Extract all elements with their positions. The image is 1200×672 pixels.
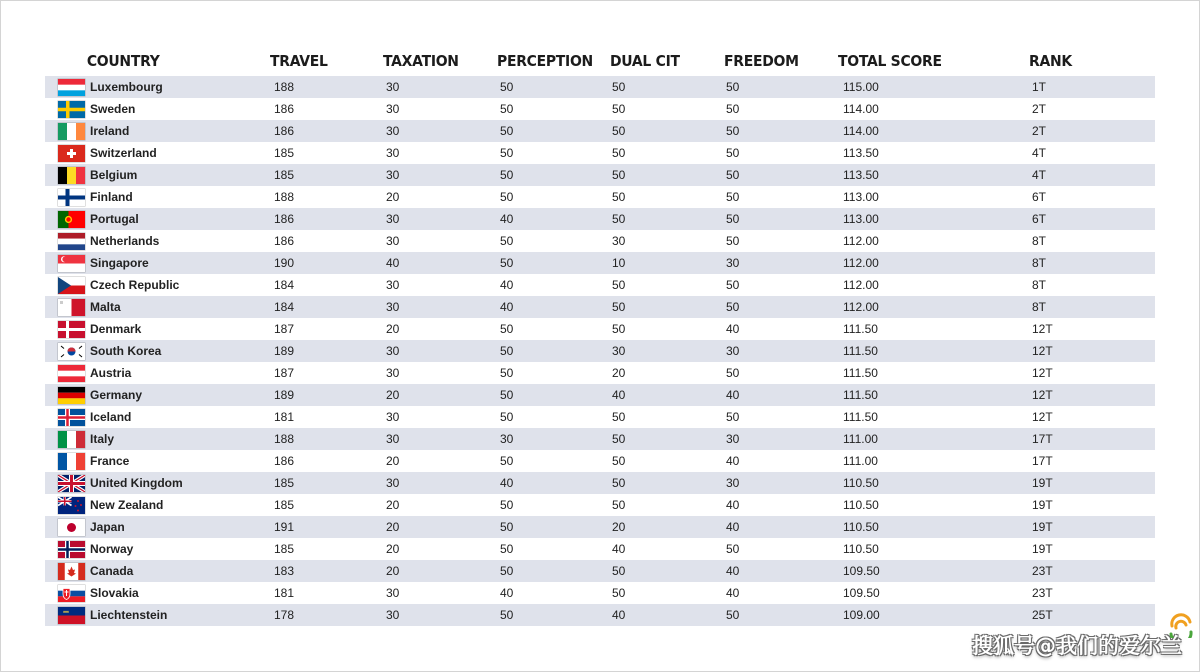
perception-cell: 50 (497, 76, 610, 98)
rank-cell: 19T (1029, 494, 1155, 516)
perception-cell: 50 (497, 340, 610, 362)
perception-cell: 50 (497, 230, 610, 252)
rank-cell: 23T (1029, 560, 1155, 582)
ireland-flag-icon (58, 123, 85, 140)
rank-cell: 17T (1029, 450, 1155, 472)
header-country: COUNTRY (86, 52, 160, 70)
travel-cell: 181 (270, 582, 383, 604)
flag-cell (45, 384, 90, 406)
travel-cell: 178 (270, 604, 383, 626)
country-name: Switzerland (90, 142, 270, 164)
freedom-cell: 50 (724, 406, 838, 428)
freedom-cell: 40 (724, 582, 838, 604)
taxation-cell: 30 (383, 582, 497, 604)
total-score-cell: 115.00 (838, 76, 1029, 98)
rankings-table (45, 46, 1155, 626)
table-row (45, 230, 1155, 252)
rank-cell: 4T (1029, 142, 1155, 164)
country-name: Liechtenstein (90, 604, 270, 626)
total-score-cell: 112.00 (838, 296, 1029, 318)
dual-cit-cell: 50 (610, 450, 724, 472)
total-score-cell: 113.00 (838, 186, 1029, 208)
dual-cit-cell: 50 (610, 208, 724, 230)
dual-cit-cell: 50 (610, 186, 724, 208)
taxation-cell: 20 (383, 516, 497, 538)
taxation-cell: 30 (383, 208, 497, 230)
table-row (45, 406, 1155, 428)
freedom-cell: 50 (724, 120, 838, 142)
dual-cit-cell: 30 (610, 230, 724, 252)
table-row (45, 186, 1155, 208)
dual-cit-cell: 50 (610, 582, 724, 604)
rank-cell: 12T (1029, 362, 1155, 384)
rank-cell: 8T (1029, 274, 1155, 296)
perception-cell: 40 (497, 472, 610, 494)
table-row (45, 164, 1155, 186)
taxation-cell: 30 (383, 472, 497, 494)
new-zealand-flag-icon (58, 497, 85, 514)
country-name: Finland (90, 186, 270, 208)
watermark (972, 630, 1182, 660)
liechtenstein-flag-icon (58, 607, 85, 624)
freedom-cell: 40 (724, 318, 838, 340)
total-score-cell: 110.50 (838, 494, 1029, 516)
flag-cell (45, 560, 90, 582)
flag-cell (45, 472, 90, 494)
perception-cell: 30 (497, 428, 610, 450)
germany-flag-icon (58, 387, 85, 404)
flag-cell (45, 230, 90, 252)
rank-cell: 1T (1029, 76, 1155, 98)
perception-cell: 50 (497, 164, 610, 186)
country-name: Slovakia (90, 582, 270, 604)
total-score-cell: 111.50 (838, 384, 1029, 406)
freedom-cell: 30 (724, 252, 838, 274)
country-name: Netherlands (90, 230, 270, 252)
rank-cell: 19T (1029, 538, 1155, 560)
freedom-cell: 50 (724, 76, 838, 98)
flag-cell (45, 164, 90, 186)
travel-cell: 185 (270, 494, 383, 516)
singapore-flag-icon (58, 255, 85, 272)
flag-cell (45, 296, 90, 318)
italy-flag-icon (58, 431, 85, 448)
perception-cell: 50 (497, 120, 610, 142)
flag-cell (45, 494, 90, 516)
taxation-cell: 20 (383, 538, 497, 560)
table-row (45, 450, 1155, 472)
total-score-cell: 113.50 (838, 142, 1029, 164)
france-flag-icon (58, 453, 85, 470)
freedom-cell: 40 (724, 450, 838, 472)
taxation-cell: 30 (383, 76, 497, 98)
header-rank: RANK (1029, 52, 1072, 70)
travel-cell: 190 (270, 252, 383, 274)
flag-cell (45, 208, 90, 230)
dual-cit-cell: 50 (610, 120, 724, 142)
country-name: Ireland (90, 120, 270, 142)
taxation-cell: 30 (383, 340, 497, 362)
freedom-cell: 40 (724, 560, 838, 582)
country-name: Canada (90, 560, 270, 582)
dual-cit-cell: 50 (610, 142, 724, 164)
dual-cit-cell: 10 (610, 252, 724, 274)
switzerland-flag-icon (58, 145, 85, 162)
freedom-cell: 50 (724, 208, 838, 230)
perception-cell: 40 (497, 582, 610, 604)
table-row (45, 604, 1155, 626)
country-name: Czech Republic (90, 274, 270, 296)
total-score-cell: 113.00 (838, 208, 1029, 230)
freedom-cell: 50 (724, 604, 838, 626)
perception-cell: 50 (497, 384, 610, 406)
country-name: Singapore (90, 252, 270, 274)
dual-cit-cell: 50 (610, 560, 724, 582)
freedom-cell: 50 (724, 274, 838, 296)
country-name: Norway (90, 538, 270, 560)
freedom-cell: 50 (724, 142, 838, 164)
total-score-cell: 111.00 (838, 450, 1029, 472)
flag-cell (45, 142, 90, 164)
table-row (45, 582, 1155, 604)
travel-cell: 188 (270, 186, 383, 208)
flag-cell (45, 428, 90, 450)
flag-cell (45, 516, 90, 538)
flag-cell (45, 538, 90, 560)
sweden-flag-icon (58, 101, 85, 118)
portugal-flag-icon (58, 211, 85, 228)
header-row (45, 46, 1155, 76)
perception-cell: 50 (497, 318, 610, 340)
rank-cell: 8T (1029, 296, 1155, 318)
flag-cell (45, 450, 90, 472)
rank-cell: 19T (1029, 472, 1155, 494)
perception-cell: 50 (497, 98, 610, 120)
dual-cit-cell: 50 (610, 318, 724, 340)
dual-cit-cell: 20 (610, 362, 724, 384)
freedom-cell: 40 (724, 494, 838, 516)
taxation-cell: 30 (383, 274, 497, 296)
country-name: Portugal (90, 208, 270, 230)
travel-cell: 186 (270, 450, 383, 472)
country-name: South Korea (90, 340, 270, 362)
table-row (45, 252, 1155, 274)
country-name: Sweden (90, 98, 270, 120)
rank-cell: 17T (1029, 428, 1155, 450)
iceland-flag-icon (58, 409, 85, 426)
table-body (45, 76, 1155, 626)
total-score-cell: 112.00 (838, 230, 1029, 252)
travel-cell: 186 (270, 208, 383, 230)
total-score-cell: 110.50 (838, 538, 1029, 560)
freedom-cell: 40 (724, 516, 838, 538)
country-name: Italy (90, 428, 270, 450)
perception-cell: 50 (497, 142, 610, 164)
header-total-score: TOTAL SCORE (838, 52, 942, 70)
travel-cell: 187 (270, 318, 383, 340)
flag-cell (45, 582, 90, 604)
country-name: Denmark (90, 318, 270, 340)
taxation-cell: 30 (383, 142, 497, 164)
travel-cell: 188 (270, 428, 383, 450)
taxation-cell: 30 (383, 362, 497, 384)
dual-cit-cell: 50 (610, 472, 724, 494)
taxation-cell: 30 (383, 230, 497, 252)
perception-cell: 40 (497, 274, 610, 296)
table-row (45, 538, 1155, 560)
country-name: France (90, 450, 270, 472)
travel-cell: 181 (270, 406, 383, 428)
travel-cell: 184 (270, 296, 383, 318)
perception-cell: 50 (497, 252, 610, 274)
travel-cell: 184 (270, 274, 383, 296)
netherlands-flag-icon (58, 233, 85, 250)
taxation-cell: 20 (383, 450, 497, 472)
dual-cit-cell: 50 (610, 274, 724, 296)
rank-cell: 2T (1029, 98, 1155, 120)
table-row (45, 472, 1155, 494)
flag-cell (45, 318, 90, 340)
table-row (45, 428, 1155, 450)
united-kingdom-flag-icon (58, 475, 85, 492)
taxation-cell: 20 (383, 494, 497, 516)
rank-cell: 19T (1029, 516, 1155, 538)
dual-cit-cell: 40 (610, 604, 724, 626)
south-korea-flag-icon (58, 343, 85, 360)
travel-cell: 186 (270, 230, 383, 252)
freedom-cell: 50 (724, 98, 838, 120)
table-row (45, 208, 1155, 230)
header-travel: TRAVEL (270, 52, 328, 70)
perception-cell: 50 (497, 362, 610, 384)
flag-cell (45, 604, 90, 626)
rank-cell: 12T (1029, 318, 1155, 340)
country-name: United Kingdom (90, 472, 270, 494)
taxation-cell: 20 (383, 384, 497, 406)
table-row (45, 384, 1155, 406)
table-row (45, 98, 1155, 120)
freedom-cell: 50 (724, 296, 838, 318)
travel-cell: 185 (270, 142, 383, 164)
travel-cell: 191 (270, 516, 383, 538)
freedom-cell: 50 (724, 362, 838, 384)
travel-cell: 189 (270, 384, 383, 406)
dual-cit-cell: 40 (610, 538, 724, 560)
travel-cell: 186 (270, 120, 383, 142)
country-name: New Zealand (90, 494, 270, 516)
country-name: Austria (90, 362, 270, 384)
freedom-cell: 50 (724, 164, 838, 186)
table-row (45, 494, 1155, 516)
travel-cell: 189 (270, 340, 383, 362)
dual-cit-cell: 50 (610, 406, 724, 428)
taxation-cell: 30 (383, 296, 497, 318)
rank-cell: 12T (1029, 340, 1155, 362)
total-score-cell: 112.00 (838, 274, 1029, 296)
flag-cell (45, 76, 90, 98)
table-row (45, 142, 1155, 164)
freedom-cell: 30 (724, 428, 838, 450)
perception-cell: 50 (497, 406, 610, 428)
finland-flag-icon (58, 189, 85, 206)
country-name: Japan (90, 516, 270, 538)
total-score-cell: 113.50 (838, 164, 1029, 186)
flag-cell (45, 186, 90, 208)
rank-cell: 12T (1029, 406, 1155, 428)
header-taxation: TAXATION (383, 52, 459, 70)
travel-cell: 185 (270, 538, 383, 560)
travel-cell: 185 (270, 472, 383, 494)
table-row (45, 318, 1155, 340)
flag-cell (45, 120, 90, 142)
taxation-cell: 30 (383, 120, 497, 142)
total-score-cell: 110.50 (838, 472, 1029, 494)
header-dual-cit: DUAL CIT (610, 52, 680, 70)
country-name: Belgium (90, 164, 270, 186)
perception-cell: 50 (497, 538, 610, 560)
dual-cit-cell: 30 (610, 340, 724, 362)
rank-cell: 2T (1029, 120, 1155, 142)
table-row (45, 76, 1155, 98)
country-name: Luxembourg (90, 76, 270, 98)
taxation-cell: 20 (383, 560, 497, 582)
travel-cell: 186 (270, 98, 383, 120)
country-name: Germany (90, 384, 270, 406)
rank-cell: 6T (1029, 186, 1155, 208)
perception-cell: 40 (497, 208, 610, 230)
freedom-cell: 30 (724, 340, 838, 362)
rank-cell: 12T (1029, 384, 1155, 406)
total-score-cell: 114.00 (838, 120, 1029, 142)
flag-cell (45, 98, 90, 120)
header-freedom: FREEDOM (724, 52, 799, 70)
taxation-cell: 30 (383, 164, 497, 186)
taxation-cell: 20 (383, 186, 497, 208)
travel-cell: 183 (270, 560, 383, 582)
sohu-logo-icon (1168, 612, 1194, 638)
freedom-cell: 40 (724, 384, 838, 406)
watermark-text: 搜狐号@我们的爱尔兰 (972, 634, 1182, 658)
table-row (45, 296, 1155, 318)
travel-cell: 187 (270, 362, 383, 384)
flag-cell (45, 362, 90, 384)
table-row (45, 516, 1155, 538)
total-score-cell: 111.50 (838, 406, 1029, 428)
belgium-flag-icon (58, 167, 85, 184)
rank-cell: 8T (1029, 252, 1155, 274)
total-score-cell: 110.50 (838, 516, 1029, 538)
taxation-cell: 30 (383, 428, 497, 450)
travel-cell: 188 (270, 76, 383, 98)
total-score-cell: 111.50 (838, 318, 1029, 340)
luxembourg-flag-icon (58, 79, 85, 96)
taxation-cell: 40 (383, 252, 497, 274)
taxation-cell: 20 (383, 318, 497, 340)
freedom-cell: 50 (724, 230, 838, 252)
total-score-cell: 112.00 (838, 252, 1029, 274)
dual-cit-cell: 50 (610, 494, 724, 516)
freedom-cell: 50 (724, 538, 838, 560)
dual-cit-cell: 50 (610, 76, 724, 98)
total-score-cell: 111.00 (838, 428, 1029, 450)
rank-cell: 6T (1029, 208, 1155, 230)
austria-flag-icon (58, 365, 85, 382)
dual-cit-cell: 50 (610, 164, 724, 186)
dual-cit-cell: 50 (610, 98, 724, 120)
perception-cell: 50 (497, 494, 610, 516)
country-name: Malta (90, 296, 270, 318)
denmark-flag-icon (58, 321, 85, 338)
malta-flag-icon (58, 299, 85, 316)
freedom-cell: 30 (724, 472, 838, 494)
norway-flag-icon (58, 541, 85, 558)
perception-cell: 50 (497, 516, 610, 538)
dual-cit-cell: 50 (610, 428, 724, 450)
table-row (45, 560, 1155, 582)
table-row (45, 274, 1155, 296)
total-score-cell: 109.00 (838, 604, 1029, 626)
taxation-cell: 30 (383, 98, 497, 120)
perception-cell: 50 (497, 560, 610, 582)
flag-cell (45, 252, 90, 274)
flag-cell (45, 340, 90, 362)
table-row (45, 362, 1155, 384)
canada-flag-icon (58, 563, 85, 580)
total-score-cell: 109.50 (838, 560, 1029, 582)
taxation-cell: 30 (383, 604, 497, 626)
travel-cell: 185 (270, 164, 383, 186)
total-score-cell: 111.50 (838, 362, 1029, 384)
country-name: Iceland (90, 406, 270, 428)
perception-cell: 40 (497, 296, 610, 318)
dual-cit-cell: 20 (610, 516, 724, 538)
japan-flag-icon (58, 519, 85, 536)
dual-cit-cell: 50 (610, 296, 724, 318)
rank-cell: 25T (1029, 604, 1155, 626)
perception-cell: 50 (497, 604, 610, 626)
total-score-cell: 114.00 (838, 98, 1029, 120)
slovakia-flag-icon (58, 585, 85, 602)
perception-cell: 50 (497, 450, 610, 472)
flag-cell (45, 274, 90, 296)
dual-cit-cell: 40 (610, 384, 724, 406)
taxation-cell: 30 (383, 406, 497, 428)
freedom-cell: 50 (724, 186, 838, 208)
total-score-cell: 109.50 (838, 582, 1029, 604)
table-row (45, 340, 1155, 362)
table-row (45, 120, 1155, 142)
rank-cell: 23T (1029, 582, 1155, 604)
flag-cell (45, 406, 90, 428)
rank-cell: 4T (1029, 164, 1155, 186)
rank-cell: 8T (1029, 230, 1155, 252)
perception-cell: 50 (497, 186, 610, 208)
total-score-cell: 111.50 (838, 340, 1029, 362)
czech-republic-flag-icon (58, 277, 85, 294)
header-perception: PERCEPTION (497, 52, 593, 70)
